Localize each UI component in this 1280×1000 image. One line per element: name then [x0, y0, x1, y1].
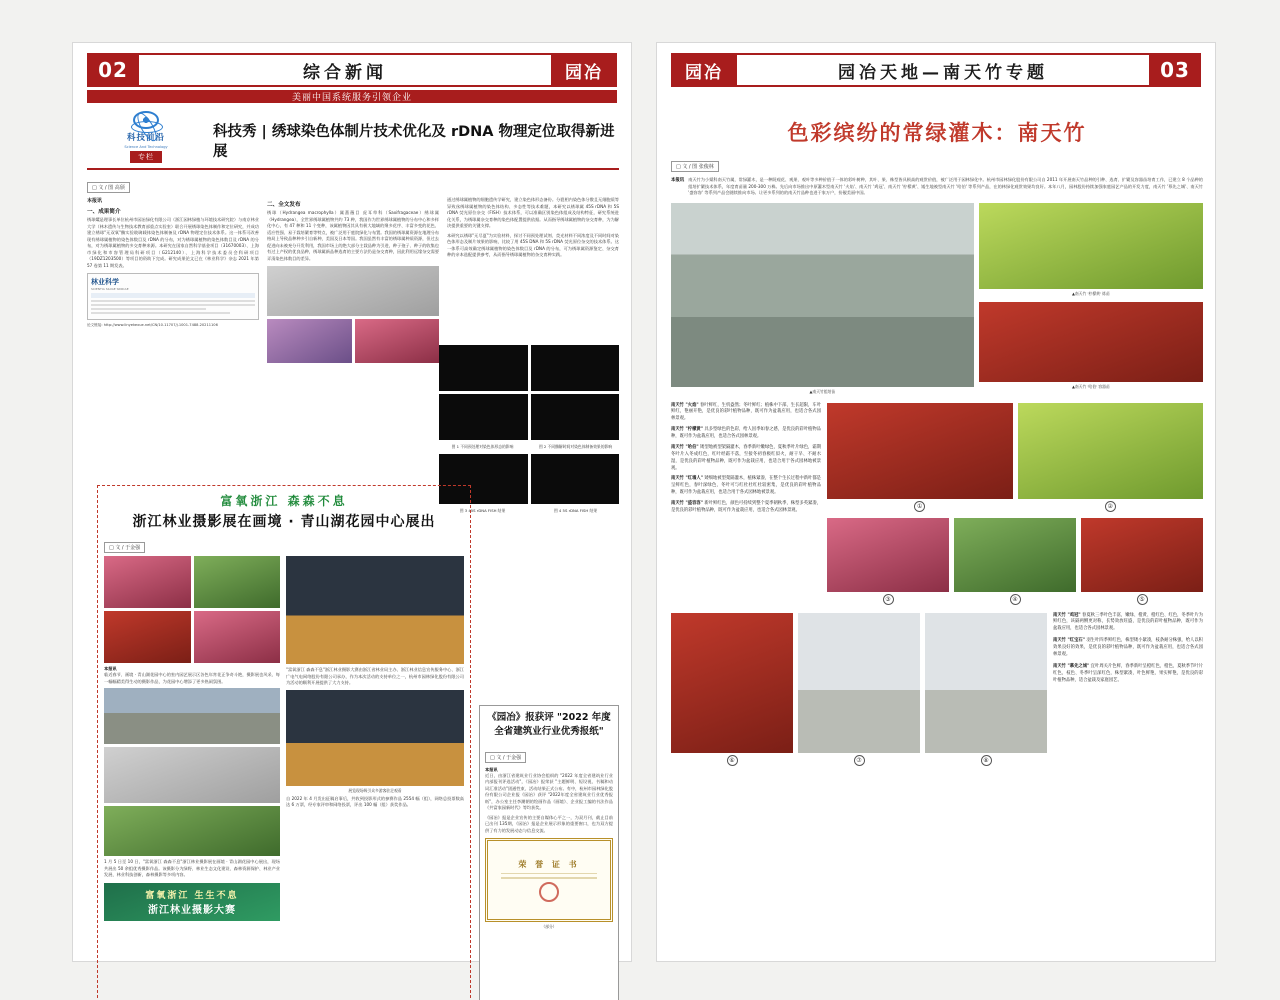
- figure-caption-3: 图 3 45S rDNA FISH 结果: [459, 508, 506, 513]
- variety-text-7: 羽生叶四季鲜红色，株型矮小紧凑，枝条耐分株强，给人以积效果良好的效果，是优良的彩叶植物品种，既可作为盆栽应用，也适合各式园林景观。: [1053, 638, 1203, 657]
- right-page-number: 03: [1149, 55, 1201, 85]
- feature-byline: □ 文 / 图 张俊林: [671, 161, 719, 172]
- figure-1b: [531, 345, 620, 391]
- tech-col1-text: 绣球嫘是理事长单位杭州市园冶绿化有限公司（浙江园林绿植与环境技术研究院）与南京林业大学（林木遗传与生物技术教育部重点实验室）联合开展绣球染色体制作和定位研究，并成功建立绣球"无双氧"酶实验玻璃载体染色体制备及 rDNA 物理定位技术体系。这一体系可改善现有绣球属植物的染色体数目及 rDNA 的分布，对为绣球属植物的染色体数目及 rDNA 的分布，对为绣球属植物的多交育种来源。本研究在国家自然科学基金项目（31670003）、上海市绿化和市容管理局科研项目（G212140）、上海科学技术委员会科研项目（19DZ1203500）等项目的资助下完成。研究成果论文已在《林业科学》杂志 2021 年第 57 卷第 11 期发表。: [87, 217, 259, 268]
- journal-line: [91, 300, 255, 302]
- variety-title-3: 南天竹 "哈伯": [671, 444, 699, 450]
- photo-variety-3: [827, 518, 949, 592]
- variety-title-5: 南天竹 "盛容容": [671, 501, 703, 506]
- tech-column-2: [267, 197, 439, 363]
- variety-text-column-2: [1053, 613, 1203, 766]
- left-logo: 园冶: [551, 55, 617, 85]
- variety-block-top: [671, 403, 1203, 605]
- exhibition-header: [104, 492, 464, 531]
- exhibition-text-column: [286, 556, 464, 921]
- award-text: 近日，由浙江省建筑业行业协会组织的 "2022 年度全省建筑业行业内部报刊评选活动"，《园冶》报荣获 "主题鲜明、短设视、书稿和动词汇准活动"团通性束、活动结果正式公布。有中，杭州市园林绿化股份有限公司企业报《园冶》获评 "2022年度全省建筑业行业优秀报纸"，办公室主任李潮朝的绘画作品《画境》、企业报工编的书法作品《共富家园新时代》等均获奖。: [485, 772, 613, 810]
- journal-name: 林业科学: [91, 278, 119, 286]
- hero-caption-top-right: ▲南天竹 '柠檬黄' 炼苗: [1071, 290, 1110, 296]
- photo-venue-facade: [286, 690, 464, 786]
- tech-logo-title: 科技前沿: [126, 133, 165, 143]
- photo-greenhouse: [671, 203, 974, 387]
- left-masthead: [87, 53, 617, 87]
- tech-col3-text2: 本研究以绣球"无尽夏"为实验材料，探讨不同预处理试剂、荧光材料不同浓度及不同时间对染色体形态及制片效果的影响，比较了用 45S DNA 和 5S rDNA 荧光原位杂交的技术体系。这一体系可高效确定绣球属植物的染色体数目及 rDNA 的分布，可为绣球属资源鉴定、杂交育种的亲本选配提供参考，从而指导绣球属植物的杂交育种实践。: [447, 232, 619, 257]
- lead-label: 本报讯: [87, 198, 103, 204]
- variety-block-bottom: [671, 613, 1203, 766]
- tech-tag: 专栏: [130, 151, 162, 163]
- journal-line: [91, 308, 206, 310]
- journal-name-en: SCIENTIA SILVAE SINICAE: [91, 287, 129, 291]
- figure-caption-4: 图 4 5S rDNA FISH 结果: [553, 508, 598, 513]
- photo-variety-8: [925, 613, 1047, 753]
- certificate-title: 荣 誉 证 书: [518, 859, 580, 869]
- tech-column-1: [87, 197, 259, 363]
- variety-item-1: [671, 403, 821, 424]
- award-byline: □ 文 / 于金强: [485, 752, 526, 763]
- photo-lemon-seedlings: [979, 203, 1203, 289]
- exhibition-text-3: 自 2022 年 4 月发出征稿启事后，共收到投影形式的参赛作品 2554 幅（组），网络总投票数高达 6 万票，经专家评审和网络投票，评出 100 幅（组）获奖作品。: [286, 795, 464, 807]
- variety-title-7: 南天竹 "红宝石": [1053, 638, 1085, 644]
- right-content: [671, 105, 1203, 951]
- right-section-title: 园冶天地—南天竹专题: [838, 62, 1048, 83]
- tech-columns: [87, 197, 619, 363]
- hero-photo-group: [671, 203, 1203, 395]
- photo-label-6: ⑥: [727, 755, 738, 766]
- tech-sub2: 二、全文发布: [267, 202, 301, 208]
- left-section-title: 综合新闻: [303, 62, 387, 83]
- photo-label-3: ③: [883, 594, 894, 605]
- exhibition-kicker: 富氧浙江 森森不息: [220, 494, 348, 508]
- exhibition-text-2: "富氧浙江 森森不息"浙江林业摄影大赛由浙江省林业局主办、浙江林业信息宣传服务中心、浙江广电气电网络股份有限公司承办，作为本次活动的支持单位之一，杭州市园林绿化股份有限公司为活动的顺利开展提供了大力支持。: [286, 667, 464, 685]
- photo-exhibit-5: [104, 688, 280, 744]
- photo-label-1: ①: [914, 501, 925, 512]
- photo-venue-night: [286, 556, 464, 664]
- variety-text-5: 新叶鲜红色，颜色可持续到整个夏季朝秋季，株型多英紧凑，是优良的彩叶植物品种，既可作为盆栽应用，也适合各式园林景观。: [671, 501, 821, 513]
- exhibition-lead-label: 本报讯: [104, 666, 117, 671]
- photo-variety-1: [827, 403, 1013, 499]
- tech-logo-subtitle: Science And Technology: [124, 145, 168, 149]
- feature-lead-label: 本报讯: [671, 178, 685, 183]
- feature-intro: 南天竹为小檗科南天竹属，常绿灌木，是一种既观花、观果、观叶等多种价值于一体的彩叶树种，其叶、果、株型皆具极高的观赏价值，被广泛用于园林绿化中。杭州市园林绿化股份有限公司自 2011 年开展南天竹品种的引种、选育、扩繁及容器苗培育工作，已建立 8 个品种的组培扩繁技术体系，年度育苗量 200-300 万株。先后向市场推出中原灌木型南天竹 '火焰'、南天竹 '鸡冠'、南天竹 '柠檬黄'、矮生地被型南天竹 '哈伯' 等系列产品，在的林绿化观赏效果均良好。本年八月，园林股份持续加强家庭园艺产品的开发力度，南天竹 '慕先之城'、南天竹 '盛容容' 等系列产品会随续推向市场。让更多系列的的南天竹品种也进于家万户，扮靓美丽中国。: [688, 177, 1203, 195]
- award-article: [479, 705, 619, 1000]
- certificate-line: [501, 873, 596, 875]
- photo-variety-4: [954, 518, 1076, 592]
- ad-line-1: 富氧浙江 生生不息: [145, 890, 239, 901]
- right-logo: 园冶: [671, 55, 737, 85]
- exhibition-byline: □ 文 / 于金强: [104, 542, 145, 553]
- award-text-2: 《园冶》报是企业宣传的主要自媒体心平之一，为双月刊，截止目前已出刊 135期，《园冶》报是企业展示形象的重要窗口，也为双方提供了有力的发展动态与信息交流。: [485, 814, 613, 833]
- photo-hydrangea-2: [355, 319, 440, 363]
- tech-col3-text: 通过绣球属植物的细胞遗传学研究，建立染色体形态备份。分裂相内染色体分散且无细胞质等异致丝绣球属植物的染色体结构、多态性等技术难题，本研究以绣球属 45S rDNA 和 5S rDNA 荧光原位杂交（FISH）技术体系，可以准确区别染色体组成及结构特征，研究系统进化关系，为绣球属杂交育种的染色体配置提供依据。从而指导绣球属植物的杂交育种，为为解决提供重要的关键支撑。: [447, 197, 619, 228]
- figure-2a: [439, 394, 528, 440]
- certificate-caption: （部分）: [541, 924, 557, 929]
- photo-label-4: ④: [1010, 594, 1021, 605]
- variety-item-3: [671, 445, 821, 473]
- exhibition-section: [97, 485, 471, 1000]
- right-page: [656, 42, 1216, 962]
- photo-variety-7: [798, 613, 920, 753]
- certificate-seal-icon: [539, 882, 559, 902]
- photo-variety-2: [1018, 403, 1204, 499]
- photo-exhibit-3: [104, 611, 191, 663]
- journal-screenshot: [87, 273, 259, 320]
- exhibition-ad: [104, 883, 280, 921]
- variety-photo-grid-bottom: [671, 613, 1047, 766]
- feature-headline: 色彩缤纷的常绿灌木：南天竹: [787, 121, 1087, 145]
- left-content: [87, 105, 619, 951]
- hero-caption-left: ▲南天竹组培苗: [809, 388, 836, 394]
- award-lead-label: 本报讯: [485, 766, 498, 772]
- journal-link: 论文链接: http://www.linyekexue.net/CN/10.11707/j.1001-7488.20211106: [87, 323, 218, 327]
- variety-title-4: 南天竹 "红墙人": [671, 476, 703, 482]
- variety-text-4: 矮细地被型架隔灌木，植株紧凑，在整个生长过程中新叶都是呈鲜红色，春叶深绿色，冬叶可与红杜杜红杜较密集，是优良的彩叶植物品种，既可作为盆栽应用，也适合用于各式园林地被景观。: [671, 476, 821, 496]
- variety-item-5: [671, 501, 821, 515]
- photo-exhibit-4: [194, 611, 281, 663]
- left-page-number: 02: [87, 55, 139, 85]
- left-banner: 美丽中国系统服务引领企业: [87, 90, 617, 103]
- tech-byline: □ 文 / 图 高颀: [87, 182, 130, 193]
- tech-sub1: 一、成果简介: [87, 209, 121, 215]
- certificate-image: [485, 838, 613, 922]
- tech-column-header: [87, 111, 619, 163]
- tech-column-3: [447, 197, 619, 363]
- photo-exhibit-2: [194, 556, 281, 608]
- variety-photo-grid-top: [827, 403, 1203, 605]
- variety-title-1: 南天竹 "火焰": [671, 402, 699, 408]
- left-page: [72, 42, 632, 962]
- photo-label-5: ⑤: [1137, 594, 1148, 605]
- exhibition-photo-column: [104, 556, 280, 921]
- photo-variety-6: [671, 613, 793, 753]
- photo-exhibit-6: [104, 747, 280, 803]
- tech-logo: [87, 111, 205, 163]
- award-title: 《园冶》报获评 "2022 年度全省建筑业行业优秀报纸": [487, 712, 611, 738]
- variety-text-2: 具多型绿色的色彩，给人因季如春之感，是优良的彩叶植物品种，既可作为盆栽应用，也适合各式园林景观。: [671, 427, 821, 439]
- photo-label-8: ⑧: [981, 755, 992, 766]
- figure-4: [531, 454, 620, 504]
- photo-exhibit-1: [104, 556, 191, 608]
- photo-exhibit-7: [104, 806, 280, 856]
- variety-text-8: 宜叶周关片色鲜，春季新叶呈橙红色，橙色，夏秋季节叶片红色，枝色、冬季叶呈深红色，株型紧凑，叶色鲜艳，果实鲜艳，是优良的彩叶植物品种，适合盆栽及家庭园艺。: [1053, 663, 1203, 683]
- journal-bar: [91, 293, 255, 298]
- exhibition-text-1: 临近春节、画境 · 青山湖花园中心的室内园艺展示区各色年宵花正争奇斗艳，摄影展也风采、每一幅幅精美得生动的摄影作品，为花园中心增添了更多热闹氛围。: [104, 672, 280, 684]
- variety-title-2: 南天竹 "柠檬黄": [671, 427, 703, 433]
- ad-line-2: 浙江林业摄影大赛: [148, 904, 236, 916]
- variety-text-6: 春夏秋三季叶色丰富，嫩绿、橙黄、橙红色、红色，冬季叶片为鲜红色，该隔两侧更对称，长势效放旺盛，是优良的彩叶植物品种，既可作为盆栽应用，也适合各式园林景观。: [1053, 612, 1203, 632]
- variety-text-3: 矮型地被型架隔灌木，春季新叶嫩绿色，夏秋季叶片绿色，霜期冬叶片入冬成红色，红叶经霜不落，至接冬初春极红似火，耐干早、不耐水湿，是优良的彩叶植物品种，既可作为盆栽应用，也适合用于各式园林地被景观。: [671, 444, 821, 471]
- photo-hydrangea-1: [267, 319, 352, 363]
- divider-red: [87, 168, 619, 170]
- photo-harbour-container: [979, 302, 1203, 382]
- atom-icon: [133, 111, 159, 129]
- variety-item-8: [1053, 664, 1203, 685]
- photo-researcher: [267, 266, 439, 316]
- certificate-line: [501, 877, 596, 879]
- variety-item-6: [1053, 613, 1203, 634]
- hero-caption-right: ▲南天竹 '哈伯' 容器苗: [1071, 383, 1110, 389]
- variety-text-column-1: [671, 403, 821, 605]
- tech-headline: 科技秀 | 绣球染色体制片技术优化及 rDNA 物理定位取得新进展: [213, 124, 615, 160]
- variety-text-1: 春叶鲜红，生机盎然；冬叶鲜红；植株中下部，生长超限，车叶鲜红，艳丽开艳，是优良的彩叶植物品种，既可作为盆栽应用，也适合各式园林景观。: [671, 402, 821, 422]
- photo-label-2: ②: [1105, 501, 1116, 512]
- variety-title-8: 南天竹 "慕先之城": [1053, 663, 1090, 669]
- variety-item-7: [1053, 638, 1203, 659]
- photo-label-7: ⑦: [854, 755, 865, 766]
- journal-line: [91, 304, 255, 306]
- exhibition-text-4: 1 月 5 日至 10 日，"富氧浙江 森森不息"浙江林业摄影展在画境 · 青山湖花园中心展出，现场共展出 50 余组优秀摄影作品。该摄影分为绿野、林业生态文化建设、森林资源保护、林业产业发展、林业科技创新，森林摄影等多项内容。: [104, 859, 280, 877]
- journal-line: [91, 312, 230, 314]
- right-masthead: [671, 53, 1201, 87]
- tech-col2-text: 绣球（Hydrangea macrophylla）属蔷薇目 虎耳草科（Saxifragaceae）绣球属（Hydrangea），全世界绣球属植物共约 73 种，我国作为世界绣球属植物的分布中心和多样化中心，有 47 种和 11 个变种，该属植物因其具有极大地域的聚多花序、丰富多变的花色、适应性强、易于栽培繁育等特点，被广泛用于庭院绿化与布置。我国的绣球属资源在地理分布格局上导致品种种多引自新种，美国及日本等国。我国虽然有丰富的绣球属种质资源，但过去促进向未被充分开发利用，我国市场上的绝大部分主栽品种为引进，种子孢子、种子的收集也有过上产权的优良品种，绣球属新品种选育的主要方法仍是杂交育种，因此利用远缘杂交需要弄清染色体数目的差异。: [267, 210, 439, 261]
- figure-caption-2: 图 2 不同酶解时间对染色体制备效果的影响: [538, 444, 613, 449]
- figure-2b: [531, 394, 620, 440]
- variety-title-6: 南天竹 "鸡冠": [1053, 612, 1081, 618]
- exhibition-title: 浙江林业摄影展在画境 · 青山湖花园中心展出: [132, 514, 436, 530]
- variety-item-2: [671, 427, 821, 441]
- figure-1a: [439, 345, 528, 391]
- figure-caption-1: 图 1 不同预处理对染色体形态的影响: [451, 444, 514, 449]
- exhibition-caption-2: 展览现场吸引众多游客驻足观看: [348, 787, 402, 793]
- variety-item-4: [671, 476, 821, 497]
- photo-variety-5: [1081, 518, 1203, 592]
